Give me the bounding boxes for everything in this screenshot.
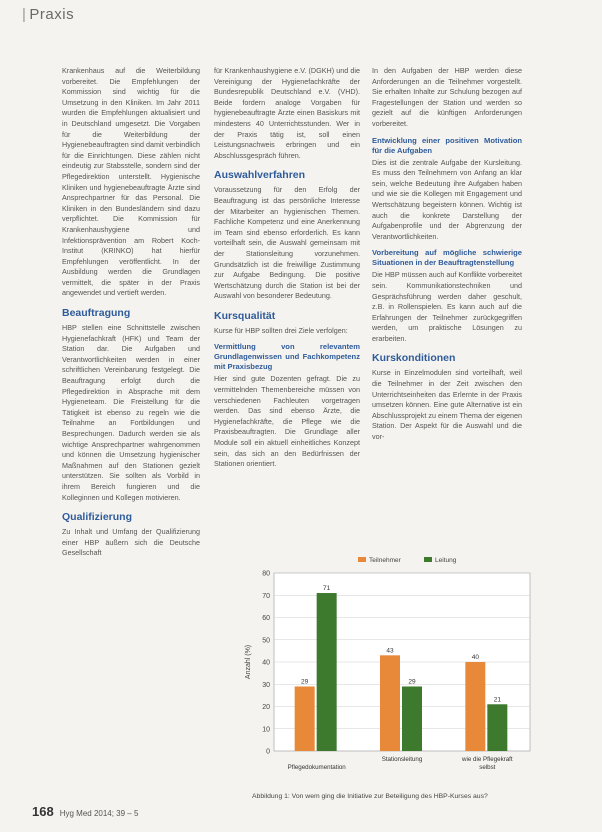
paragraph: In den Aufgaben der HBP werden diese Anforderungen an die Teilnehmer vorgestellt. Sie erhalten Inhalte zur Schulung bezogen auf Fragestellungen der Station und werden so gezielt auf die künftigen Anforderungen vorbereitet. bbox=[372, 66, 522, 128]
header-bar: | bbox=[22, 6, 27, 23]
legend-label: Leitung bbox=[435, 557, 457, 564]
paragraph: Die HBP müssen auch auf Konflikte vorbereitet sein. Kommunikationstechniken und Gesprächsführung werden daher geschult, z.B. in Rollenspielen. Es kann auch auf die Erfahrungen der Teilnehmer zurückgegriffen werden, um praktische Lösungen zu erarbeiten. bbox=[372, 270, 522, 343]
section-header bbox=[22, 6, 74, 23]
text-column-3 bbox=[372, 66, 522, 445]
y-tick-label: 30 bbox=[262, 681, 270, 689]
page-footer bbox=[32, 804, 138, 819]
paragraph: Voraussetzung für den Erfolg der Beauftragung ist das persönliche Interesse der Mitarbeiter an hygienischen Themen. Fachliche Kompetenz und eine Anerkennung im Team sind ebenso erforderlich. Es kann vorteilhaft sein, die Auswahl gemeinsam mit der Stationsleitung vorzunehmen. Grundsätzlich ist die freiwillige Zustimmung zur Aufgabe Bedingung. Die positive Wertschätzung durch die Station ist bei der Auswahl von besonderer Bedeutung. bbox=[214, 185, 360, 301]
paragraph: Kurse für HBP sollten drei Ziele verfolgen: bbox=[214, 325, 348, 335]
data-label: 29 bbox=[301, 678, 309, 686]
category-label: Pflegedokumentation bbox=[287, 764, 346, 771]
legend-label: Teilnehmer bbox=[369, 557, 401, 564]
figure-caption: Abbildung 1: Von wem ging die Initiative zur Beteiligung des HBP-Kurses aus? bbox=[252, 793, 488, 800]
paragraph: Krankenhaus auf die Weiterbildung vorbereitet. Die Empfehlungen der Kommission sind wichtig für die Umsetzung in den Kliniken. Im Jahr 2011 wurden die Empfehlungen aktualisiert und in Deutschland umgesetzt. Die Vorgaben für die Weiterbildung der Hygienebeauftragten sind damit verbindlich für die Einrichtungen. Diese zählen nicht eindeutig zur Stabsstelle, sondern sind der Pflegedirektion unterstellt. Hygienische Kliniken und hygienebeauftragte Ärzte sind Ansprechpartner für das Personal. Die Kliniken in den Bundesländern sind dazu verpflichtet. Die Kommission für Krankenhaushygiene und Infektionsprävention am Robert Koch-Institut (KRINKO) hat hierfür Empfehlungen veröffentlicht. In der Ausbildung werden die Grundlagen vermittelt, die später in der Praxis angewendet und vertieft werden. bbox=[62, 66, 200, 298]
heading-auswahlverfahren: Auswahlverfahren bbox=[214, 169, 306, 182]
data-label: 71 bbox=[323, 585, 331, 593]
y-tick-label: 20 bbox=[262, 704, 270, 711]
paragraph: für Krankenhaushygiene e.V. (DGKH) und die Vereinigung der Hygienefachkräfte der Bundesrepublik Deutschland e.V. (VHD). Beide fordern analoge Vorgaben für hygienebeauftragte Ärzte einen Basiskurs mit mindestens 40 Unterrichtsstunden. Wer in der Praxis tätig ist, soll einen Leistungsnachweis erbringen und ein Abschlussgespräch führen. bbox=[214, 66, 360, 160]
y-tick-label: 80 bbox=[262, 570, 270, 578]
legend-swatch bbox=[424, 557, 432, 562]
bar bbox=[295, 686, 315, 751]
y-axis-label: Anzahl (%) bbox=[245, 644, 252, 680]
y-tick-label: 0 bbox=[266, 748, 270, 756]
section-title: Praxis bbox=[29, 6, 75, 23]
text-column-1 bbox=[62, 66, 200, 561]
data-label: 29 bbox=[408, 678, 416, 686]
heading-qualifizierung: Qualifizierung bbox=[62, 511, 133, 524]
data-label: 21 bbox=[493, 696, 501, 704]
bar bbox=[402, 686, 422, 751]
category-label: wie die Pflegekraft bbox=[462, 756, 513, 763]
paragraph: Dies ist die zentrale Aufgabe der Kursleitung. Es muss den Teilnehmern von Anfang an klar sein, welche Bedeutung ihre Aufgaben haben und wie sie die Kollegen mit Engagement und Wertschätzung begeistern können. Wichtig ist auch die konkrete Darstellung der Aufgabenprofile und der Abgrenzung der Verantwortlichkeiten. bbox=[372, 157, 522, 241]
data-label: 40 bbox=[471, 654, 479, 661]
bar bbox=[465, 662, 485, 751]
heading-kursqualitaet: Kursqualität bbox=[214, 309, 276, 322]
y-tick-label: 10 bbox=[262, 726, 270, 734]
paragraph: Zu Inhalt und Umfang der Qualifizierung einer HBP äußern sich die Deutsche Gesellschaft bbox=[62, 527, 200, 558]
bar bbox=[487, 704, 507, 751]
subheading-vermittlung: Vermittlung von relevantem Grundlagenwissen und Fachkompetenz mit Praxisbezug bbox=[214, 342, 360, 372]
y-tick-label: 40 bbox=[262, 659, 270, 667]
category-label: selbst bbox=[479, 764, 496, 771]
subheading-entwicklung: Entwicklung einer positiven Motivation für die Aufgaben bbox=[372, 135, 522, 155]
citation: Hyg Med 2014; 39 – 5 bbox=[59, 809, 139, 818]
paragraph: HBP stellen eine Schnittstelle zwischen Hygienefachkraft (HFK) und Team der Station dar. Die Aufgaben und Verantwortlichkeiten werden in einer schriftlichen Vereinbarung festgelegt. Die Beauftragung erfolgt durch die Pflegedirektion in Absprache mit dem Hygieneteam. Die Freistellung für die Tätigkeit ist ebenso zu regeln wie die Teilnahme an Fortbildungen und Besprechungen. Dadurch werden sie als wichtige Ansprechpartner wahrgenommen und können die Umsetzung hygienischer Maßnahmen auf den Stationen gezielt unterstützen. Sie sollten als Vorbild in ihrem Bereich fungieren und die Kolleginnen und Kollegen motivieren. bbox=[62, 323, 200, 502]
page-number: 168 bbox=[32, 804, 54, 819]
paragraph: Hier sind gute Dozenten gefragt. Die zu vermittelnden Themenbereiche müssen von verschiedenen Fachleuten vorgetragen werden. Das sind ebenso Ärzte, die Hygienefachkräfte, die Pflege wie die Praxisbeauftragten. Die Grundlage aller Module soll ein aktuell einheitliches Konzept sein, das sich an den Bedürfnissen der Stationen orientiert. bbox=[214, 374, 360, 469]
y-tick-label: 60 bbox=[262, 615, 270, 622]
category-label: Stationsleitung bbox=[381, 756, 423, 763]
bar bbox=[317, 593, 337, 751]
data-label: 43 bbox=[386, 647, 394, 655]
text-column-2 bbox=[214, 66, 360, 472]
bar-chart bbox=[238, 551, 538, 791]
y-tick-label: 50 bbox=[262, 637, 270, 645]
paragraph: Kurse in Einzelmodulen sind vorteilhaft, weil die Teilnehmer in der Zeit zwischen den Unterrichtseinheiten das Erlernte in der Praxis umsetzen können. Eine gute Alternative ist ein Abschlussprojekt zu einem Thema der eigenen Station. Der Aspekt für die Auswahl und die vor- bbox=[372, 368, 522, 442]
bar bbox=[380, 655, 400, 751]
heading-kurskonditionen: Kurskonditionen bbox=[372, 352, 456, 365]
subheading-vorbereitung: Vorbereitung auf mögliche schwierige Situationen in der Beauftragtenstellung bbox=[372, 248, 522, 268]
y-tick-label: 70 bbox=[262, 592, 270, 600]
legend-swatch bbox=[358, 557, 366, 562]
heading-beauftragung: Beauftragung bbox=[62, 307, 131, 320]
